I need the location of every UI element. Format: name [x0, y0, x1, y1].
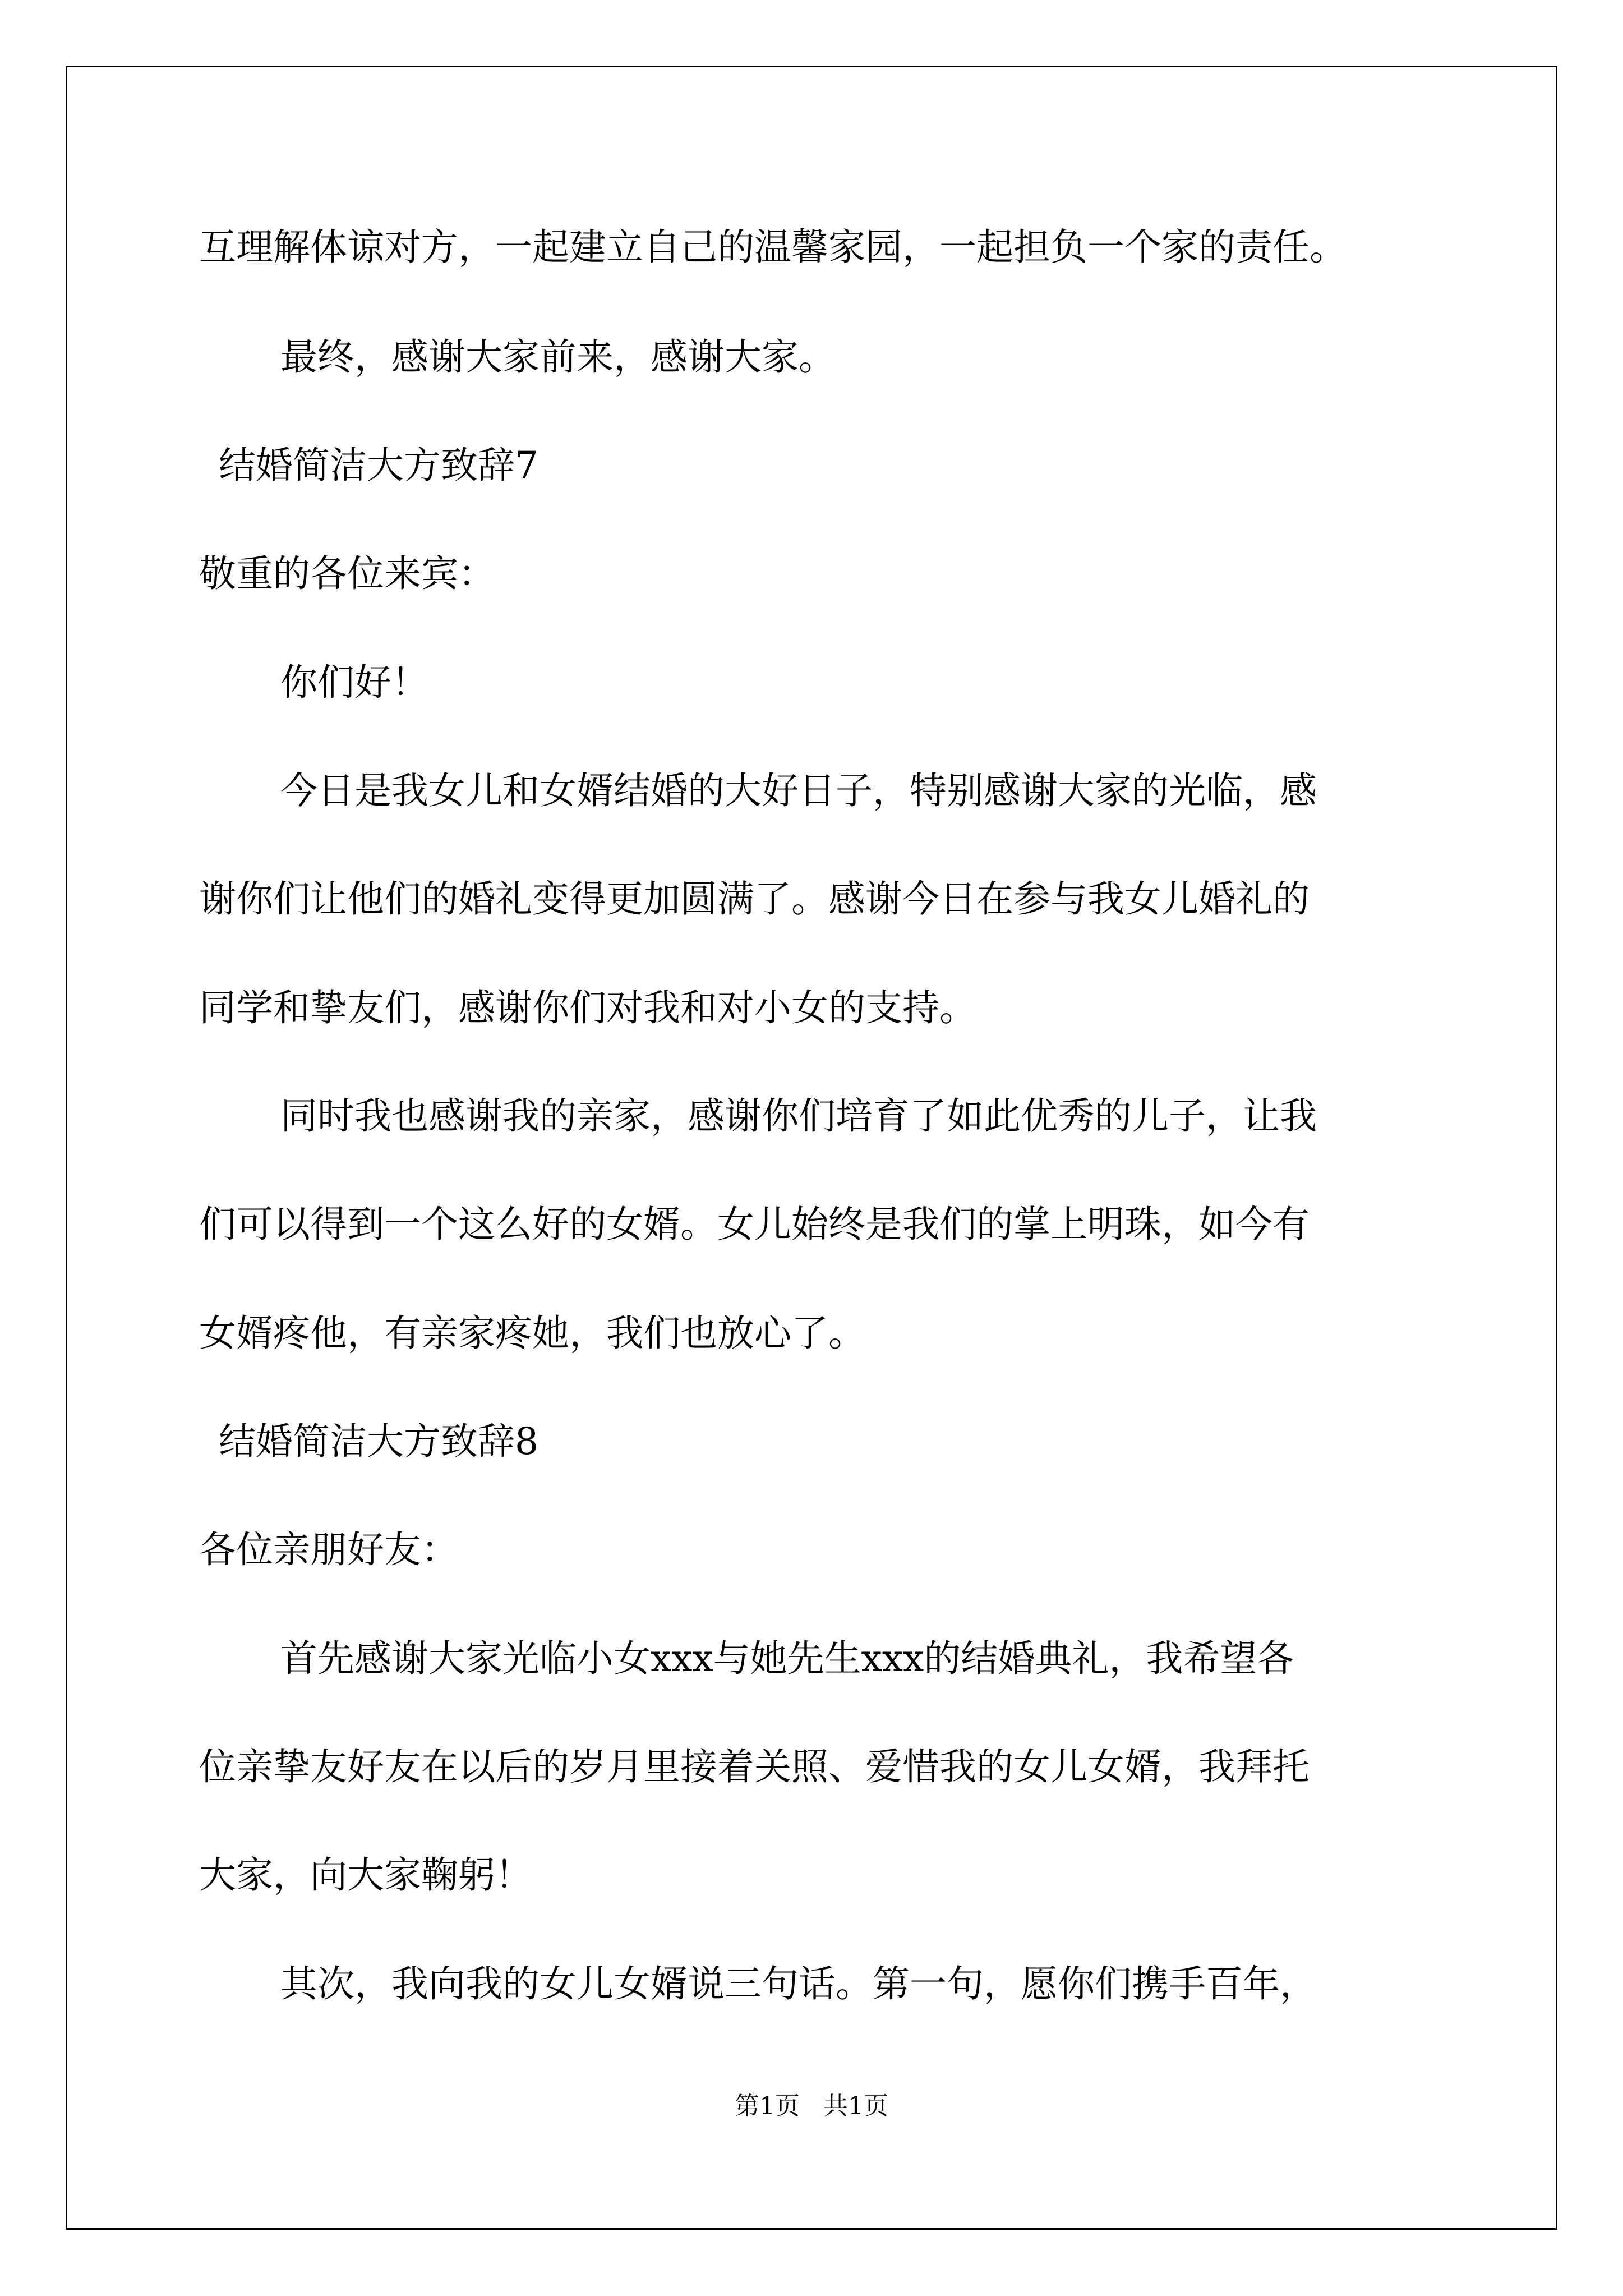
section-heading: 结婚简洁大方致辞7 — [219, 444, 538, 487]
paragraph-line: 大家，向大家鞠躬！ — [199, 1853, 532, 1897]
paragraph-line: 谢你们让他们的婚礼变得更加圆满了。感谢今日在参与我女儿婚礼的 — [199, 877, 1310, 921]
paragraph-line: 首先感谢大家光临小女xxx与她先生xxx的结婚典礼，我希望各 — [280, 1637, 1294, 1680]
paragraph-line: 女婿疼他，有亲家疼她，我们也放心了。 — [199, 1312, 865, 1355]
paragraph-line: 们可以得到一个这么好的女婿。女儿始终是我们的掌上明珠，如今有 — [199, 1203, 1310, 1246]
paragraph-line: 其次，我向我的女儿女婿说三句话。第一句，愿你们携手百年， — [280, 1962, 1317, 2005]
greeting: 你们好！ — [280, 661, 428, 704]
salutation: 敬重的各位来宾： — [199, 552, 495, 595]
paragraph-line: 互理解体谅对方，一起建立自己的温馨家园，一起担负一个家的责任。 — [199, 226, 1347, 269]
paragraph-line: 同学和挚友们，感谢你们对我和对小女的支持。 — [199, 986, 976, 1029]
salutation: 各位亲朋好友： — [199, 1528, 458, 1571]
paragraph-line: 位亲挚友好友在以后的岁月里接着关照、爱惜我的女儿女婿，我拜托 — [199, 1745, 1310, 1788]
paragraph-line: 今日是我女儿和女婿结婚的大好日子，特别感谢大家的光临，感 — [280, 769, 1317, 812]
page-footer: 第1页 共1页 — [735, 2092, 888, 2120]
section-heading: 结婚简洁大方致辞8 — [219, 1420, 538, 1463]
paragraph-line: 同时我也感谢我的亲家，感谢你们培育了如此优秀的儿子，让我 — [280, 1094, 1317, 1138]
page-border — [66, 66, 1557, 2230]
paragraph-line: 最终，感谢大家前来，感谢大家。 — [280, 335, 836, 379]
